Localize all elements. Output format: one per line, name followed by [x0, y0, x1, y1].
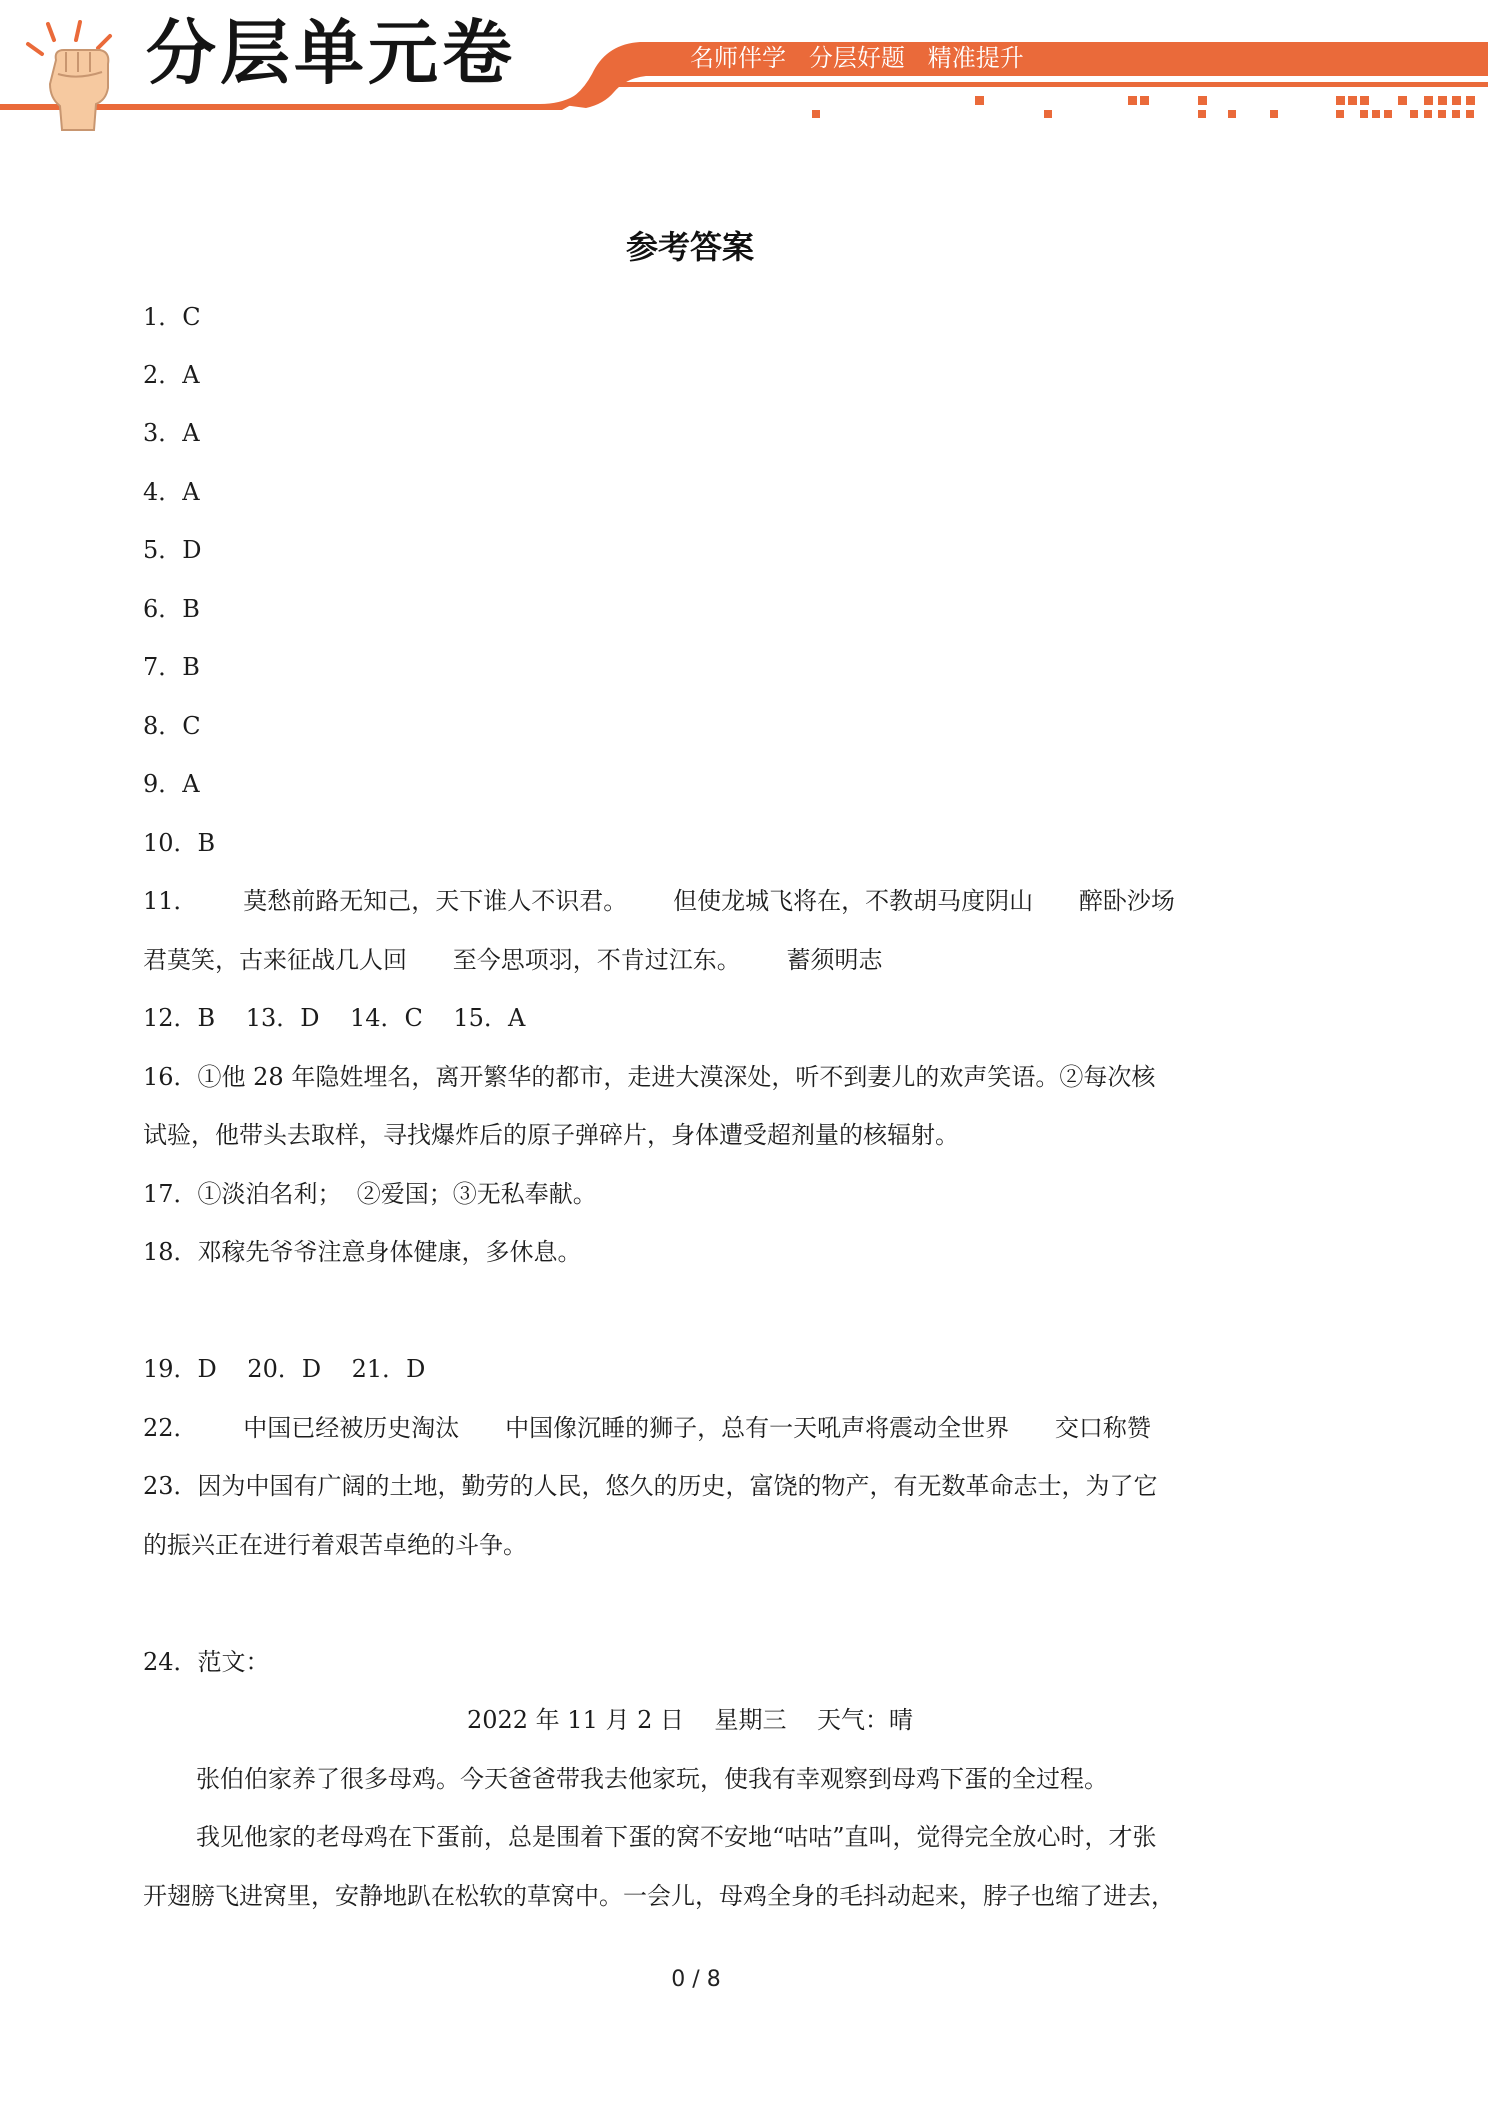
answer-line-16: 16．①他 28 年隐姓埋名，离开繁华的都市，走进大漠深处，听不到妻儿的欢声笑语。②每次核 — [143, 1063, 1156, 1091]
answer-line-19-21: 19．D 20．D 21．D — [143, 1355, 426, 1383]
decorative-dots — [812, 96, 1475, 118]
page-title: 参考答案 — [625, 228, 754, 266]
answer-line-24: 24．范文： — [143, 1648, 270, 1676]
answer-line-23-cont: 的振兴正在进行着艰苦卓绝的斗争。 — [143, 1531, 527, 1559]
fist-icon — [18, 14, 138, 134]
answer-line-2: 2．A — [143, 361, 200, 389]
answer-line-7: 7．B — [143, 653, 200, 681]
answer-line-11-cont: 君莫笑，古来征战几人回 至今思项羽，不肯过江东。 蓄须明志 — [143, 946, 883, 974]
essay-paragraph-1: 张伯伯家养了很多母鸡。今天爸爸带我去他家玩，使我有幸观察到母鸡下蛋的全过程。 — [196, 1765, 1108, 1793]
page-header — [0, 0, 1488, 130]
answer-line-6: 6．B — [143, 595, 200, 623]
brand-title: 分层单元卷 — [146, 12, 516, 94]
answer-line-1: 1．C — [143, 303, 201, 331]
header-slogan: 名师伴学 分层好题 精准提升 — [690, 44, 1024, 72]
answer-line-4: 4．A — [143, 478, 200, 506]
essay-paragraph-2-cont: 开翅膀飞进窝里，安静地趴在松软的草窝中。一会儿，母鸡全身的毛抖动起来，脖子也缩了进去， — [143, 1882, 1175, 1910]
answer-line-10: 10．B — [143, 829, 216, 857]
answer-line-22: 22． 中国已经被历史淘汰 中国像沉睡的狮子，总有一天吼声将震动全世界 交口称赞 — [143, 1414, 1151, 1442]
answer-line-18: 18．邓稼先爷爷注意身体健康，多休息。 — [143, 1238, 582, 1266]
answer-line-8: 8．C — [143, 712, 201, 740]
essay-date-line: 2022 年 11 月 2 日 星期三 天气：晴 — [466, 1706, 914, 1734]
answer-line-16-cont: 试验，他带头去取样，寻找爆炸后的原子弹碎片，身体遭受超剂量的核辐射。 — [143, 1121, 959, 1149]
answer-line-11: 11． 莫愁前路无知己，天下谁人不识君。 但使龙城飞将在，不教胡马度阴山 醉卧沙场 — [143, 887, 1175, 915]
answer-line-23: 23．因为中国有广阔的土地，勤劳的人民，悠久的历史，富饶的物产，有无数革命志士，为了它 — [143, 1472, 1158, 1500]
answer-line-12-15: 12．B 13．D 14．C 15．A — [143, 1004, 526, 1032]
answer-line-3: 3．A — [143, 419, 200, 447]
answer-line-5: 5．D — [143, 536, 202, 564]
essay-paragraph-2: 我见他家的老母鸡在下蛋前，总是围着下蛋的窝不安地“咕咕”直叫，觉得完全放心时，才张 — [196, 1823, 1157, 1851]
page-number: 0 / 8 — [671, 1967, 721, 1992]
answer-line-17: 17．①淡泊名利； ②爱国；③无私奉献。 — [143, 1180, 597, 1208]
answer-line-9: 9．A — [143, 770, 200, 798]
